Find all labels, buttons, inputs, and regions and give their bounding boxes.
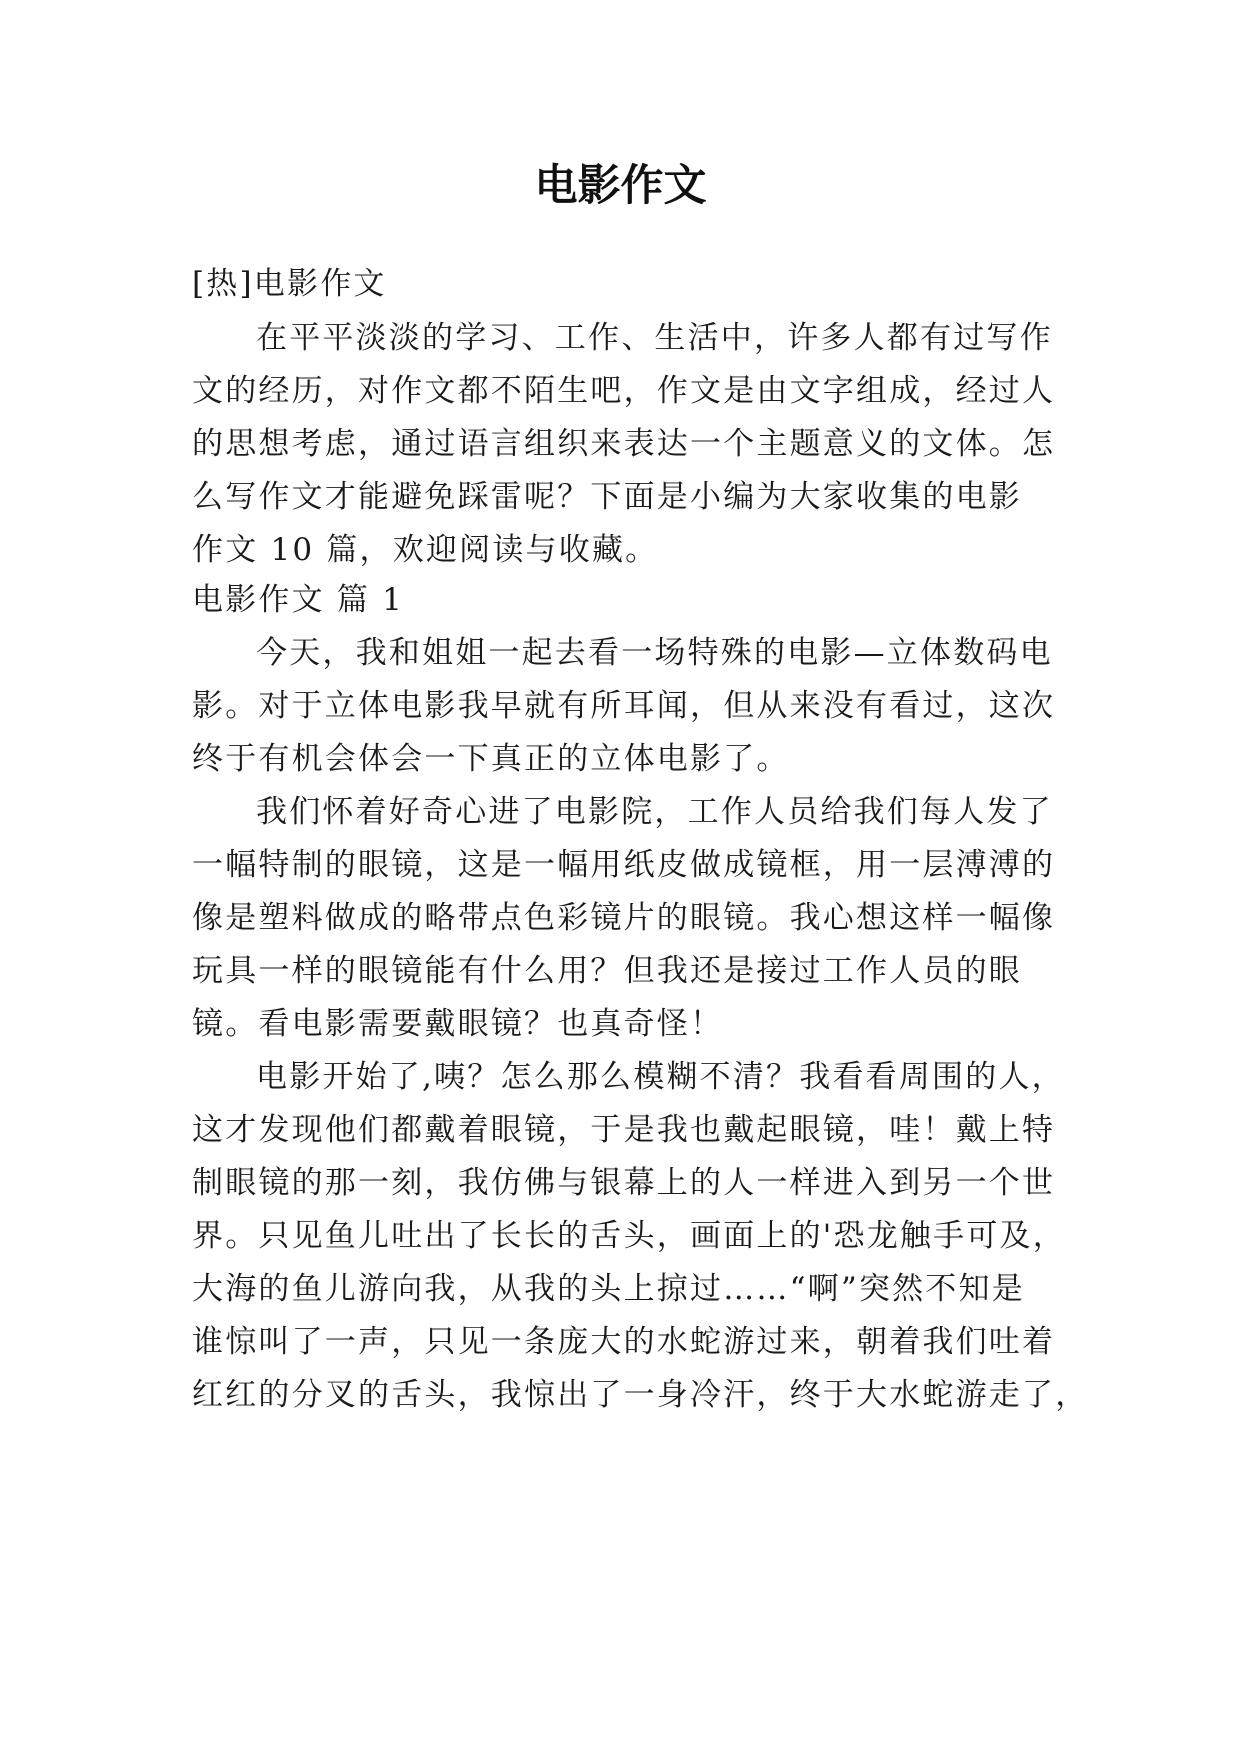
- paragraph-line: 玩具一样的眼镜能有什么用？但我还是接过工作人员的眼: [192, 953, 1022, 989]
- intro-line: 的思想考虑，通过语言组织来表达一个主题意义的文体。怎: [192, 426, 1056, 462]
- paragraph-line: 镜。看电影需要戴眼镜？也真奇怪！: [192, 1006, 724, 1042]
- paragraph-line: 一幅特制的眼镜，这是一幅用纸皮做成镜框，用一层溥溥的: [192, 847, 1056, 883]
- paragraph-line: 影。对于立体电影我早就有所耳闻，但从来没有看过，这次: [192, 688, 1056, 724]
- intro-line: 作文 10 篇，欢迎阅读与收藏。: [192, 532, 659, 568]
- intro-line: 在平平淡淡的学习、工作、生活中，许多人都有过写作: [256, 320, 1053, 356]
- page-title: 电影作文: [534, 161, 707, 211]
- paragraph-line: 终于有机会体会一下真正的立体电影了。: [192, 741, 790, 777]
- paragraph-line: 像是塑料做成的略带点色彩镜片的眼镜。我心想这样一幅像: [192, 900, 1056, 936]
- paragraph-line: 红红的分叉的舌头，我惊出了一身冷汗，终于大水蛇游走了，: [192, 1377, 1089, 1413]
- section-heading: 电影作文 篇 1: [192, 582, 405, 618]
- paragraph-line: 界。只见鱼儿吐出了长长的舌头，画面上的'恐龙触手可及，: [192, 1218, 1066, 1254]
- paragraph-line: 电影开始了,咦？怎么那么模糊不清？我看看周围的人，: [256, 1059, 1065, 1095]
- paragraph-line: 这才发现他们都戴着眼镜，于是我也戴起眼镜，哇！戴上特: [192, 1112, 1056, 1148]
- paragraph-line: 大海的鱼儿游向我，从我的头上掠过……“啊”突然不知是: [192, 1271, 1025, 1307]
- paragraph-line: 我们怀着好奇心进了电影院，工作人员给我们每人发了: [256, 794, 1053, 830]
- paragraph-line: 今天，我和姐姐一起去看一场特殊的电影—立体数码电: [256, 635, 1053, 671]
- subtitle: [热]电影作文: [192, 266, 387, 302]
- intro-line: 么写作文才能避免踩雷呢？下面是小编为大家收集的电影: [192, 479, 1022, 515]
- intro-line: 文的经历，对作文都不陌生吧，作文是由文字组成，经过人: [192, 373, 1056, 409]
- paragraph-line: 谁惊叫了一声，只见一条庞大的水蛇游过来，朝着我们吐着: [192, 1324, 1056, 1360]
- paragraph-line: 制眼镜的那一刻，我仿佛与银幕上的人一样进入到另一个世: [192, 1165, 1056, 1201]
